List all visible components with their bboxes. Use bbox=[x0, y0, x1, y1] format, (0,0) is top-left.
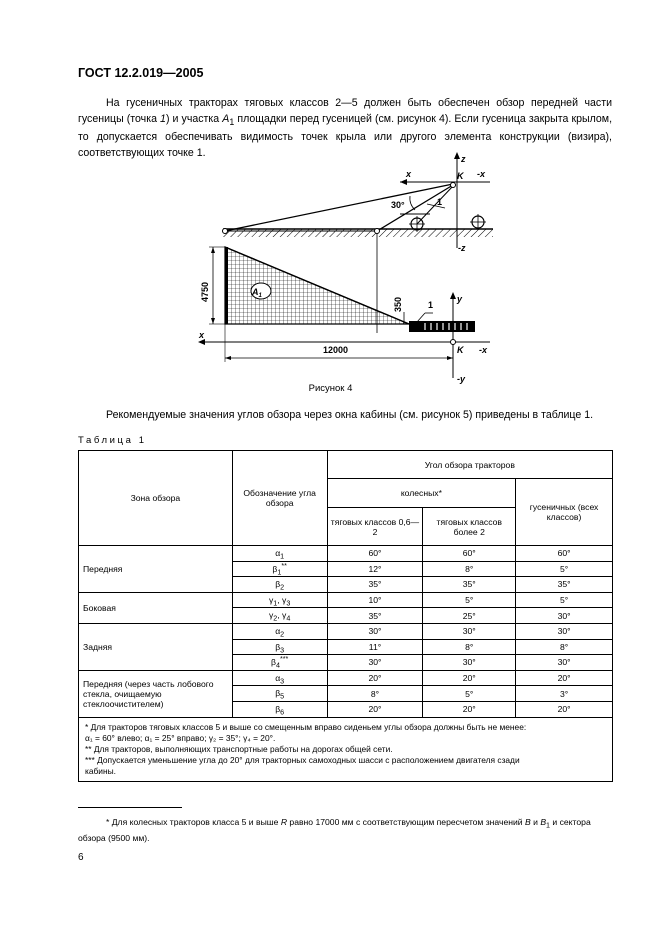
angle-value-cell: 20° bbox=[327, 701, 423, 717]
header-angle-group: Угол обзора тракторов bbox=[327, 451, 612, 479]
angle-value-cell: 30° bbox=[327, 623, 423, 639]
angle-value-cell: 12° bbox=[327, 561, 423, 577]
side-view bbox=[223, 152, 494, 253]
table-note: α₁ = 60° влево; α₁ = 25° вправо; γ₂ = 35°; γ₄ = 20°. bbox=[85, 732, 276, 743]
table-row bbox=[79, 592, 613, 608]
table-note: кабины. bbox=[85, 765, 116, 776]
page-number: 6 bbox=[78, 852, 84, 863]
zone-cell: Боковая bbox=[79, 592, 233, 623]
paragraph-recommended-angles: Рекомендуемые значения углов обзора через окна кабины (см. рисунок 5) приведены в таблице 1. bbox=[106, 409, 594, 421]
angle-value-cell: 3° bbox=[516, 686, 613, 702]
angle-value-cell: 8° bbox=[327, 686, 423, 702]
angle-value-cell: 30° bbox=[327, 655, 423, 671]
angle-value-cell: 60° bbox=[423, 546, 516, 562]
fig-label-minus-x-lower: -x bbox=[479, 345, 488, 355]
table-row bbox=[79, 546, 613, 562]
fig-label-z: z bbox=[461, 154, 466, 164]
angle-value-cell: 8° bbox=[516, 639, 613, 655]
angle-value-cell: 30° bbox=[516, 608, 613, 624]
table-note: ** Для тракторов, выполняющих транспортные работы на дорогах общей сети. bbox=[85, 743, 393, 754]
angle-value-cell: 35° bbox=[423, 577, 516, 593]
designation-cell: $\beta_3$ bbox=[232, 639, 327, 655]
angle-value-cell: 35° bbox=[327, 577, 423, 593]
designation-cell: $\gamma_1$, $\gamma_3$ bbox=[232, 592, 327, 608]
figure-4-diagram bbox=[195, 152, 505, 384]
designation-cell: $\beta_2$ bbox=[232, 577, 327, 593]
fig-label-track-point-1: 1 bbox=[428, 300, 434, 310]
fig-area-label: $A_1$ bbox=[252, 287, 262, 299]
footnote-separator bbox=[78, 807, 182, 808]
fig-label-minus-z: -z bbox=[458, 243, 466, 253]
angle-value-cell: 5° bbox=[423, 592, 516, 608]
header-tracked: гусеничных (всех классов) bbox=[516, 479, 613, 546]
fig-label-angle: 30° bbox=[391, 200, 405, 210]
zone-cell: Передняя (через часть лобового стекла, очищаемую стеклоочистителем) bbox=[79, 670, 233, 717]
fig-label-y: y bbox=[457, 294, 463, 304]
angle-value-cell: 20° bbox=[516, 701, 613, 717]
designation-cell: $\beta_4^{***}$ bbox=[232, 655, 327, 671]
fig-label-x: x bbox=[406, 169, 412, 179]
table-caption: Таблица 1 bbox=[78, 435, 147, 446]
plan-view bbox=[198, 247, 490, 384]
fig-label-K-lower: K bbox=[457, 345, 464, 355]
designation-cell: $\beta_1^{**}$ bbox=[232, 561, 327, 577]
table-notes bbox=[79, 717, 613, 781]
angle-value-cell: 8° bbox=[423, 561, 516, 577]
designation-cell: $\beta_5$ bbox=[232, 686, 327, 702]
header-classes-high: тяговых классов более 2 bbox=[423, 508, 516, 546]
angle-value-cell: 20° bbox=[516, 670, 613, 686]
angle-value-cell: 35° bbox=[516, 577, 613, 593]
header-designation: Обозначение угла обзора bbox=[232, 451, 327, 546]
fig-label-point-1: 1 bbox=[437, 197, 443, 207]
angle-value-cell: 5° bbox=[516, 592, 613, 608]
footnote: * Для колесных тракторов класса 5 и выше R равно 17000 мм с соответствующим пересчетом значений B и $B_1$ и сектора обзора (9500 мм). bbox=[78, 817, 591, 843]
fig-dim-height: 4750 bbox=[200, 281, 210, 302]
designation-cell: $\gamma_2$, $\gamma_4$ bbox=[232, 608, 327, 624]
angle-value-cell: 30° bbox=[423, 655, 516, 671]
angle-value-cell: 35° bbox=[327, 608, 423, 624]
angle-value-cell: 60° bbox=[327, 546, 423, 562]
angle-value-cell: 20° bbox=[423, 670, 516, 686]
header-classes-low: тяговых классов 0,6—2 bbox=[327, 508, 423, 546]
angle-value-cell: 5° bbox=[423, 686, 516, 702]
table-note: * Для тракторов тяговых классов 5 и выше со смещенным вправо сиденьем углы обзора должны быть не менее: bbox=[85, 721, 527, 732]
table-row bbox=[79, 623, 613, 639]
fig-dim-length: 12000 bbox=[323, 345, 349, 355]
fig-dim-small: 350 bbox=[393, 296, 403, 312]
table-row bbox=[79, 670, 613, 686]
header-zone: Зона обзора bbox=[79, 451, 233, 546]
angle-value-cell: 20° bbox=[423, 701, 516, 717]
table-body bbox=[79, 546, 613, 718]
angle-value-cell: 30° bbox=[423, 623, 516, 639]
angle-value-cell: 5° bbox=[516, 561, 613, 577]
angle-value-cell: 25° bbox=[423, 608, 516, 624]
document-code: ГОСТ 12.2.019—2005 bbox=[78, 66, 204, 80]
angle-value-cell: 10° bbox=[327, 592, 423, 608]
table-note: *** Допускается уменьшение угла до 20° для тракторных самоходных шасси с расположением двигателя сзади bbox=[85, 754, 520, 765]
designation-cell: $\beta_6$ bbox=[232, 701, 327, 717]
paragraph-tracked-visibility: На гусеничных тракторах тяговых классов 2—5 должен быть обеспечен обзор передней части гусеницы (точка 1) и участка $A_1$ площадки перед гусеницей (см. рисунок 4). Если гусеница закрыта крылом, то допускается обеспечивать видимость точек крыла или другого элемента конструкции (визира), соответствующих точке 1. bbox=[78, 97, 613, 159]
figure-caption: Рисунок 4 bbox=[308, 383, 353, 394]
angle-value-cell: 11° bbox=[327, 639, 423, 655]
fig-label-K: K bbox=[457, 171, 464, 181]
angle-value-cell: 8° bbox=[423, 639, 516, 655]
viewing-angles-table bbox=[78, 450, 613, 782]
angle-value-cell: 60° bbox=[516, 546, 613, 562]
zone-cell: Задняя bbox=[79, 623, 233, 670]
header-wheeled: колесных* bbox=[327, 479, 516, 508]
fig-label-minus-y: -y bbox=[457, 374, 466, 384]
fig-label-x-lower: x bbox=[199, 330, 205, 340]
fig-label-minus-x: -x bbox=[477, 169, 486, 179]
angle-value-cell: 30° bbox=[516, 623, 613, 639]
designation-cell: $\alpha_3$ bbox=[232, 670, 327, 686]
angle-value-cell: 30° bbox=[516, 655, 613, 671]
designation-cell: $\alpha_2$ bbox=[232, 623, 327, 639]
designation-cell: $\alpha_1$ bbox=[232, 546, 327, 562]
zone-cell: Передняя bbox=[79, 546, 233, 593]
angle-value-cell: 20° bbox=[327, 670, 423, 686]
